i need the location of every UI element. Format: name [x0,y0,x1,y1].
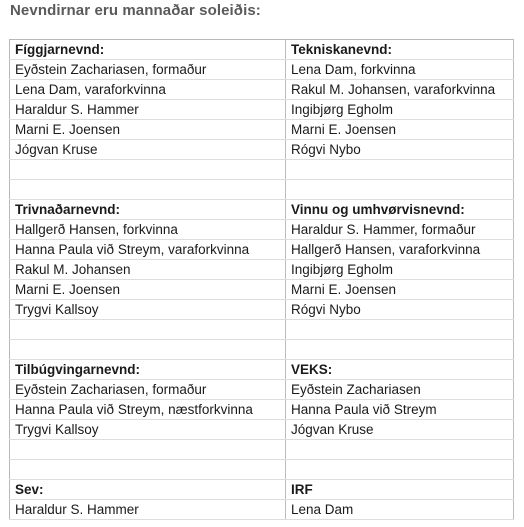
member-cell-right: Hanna Paula við Streym [286,400,514,420]
member-row [10,60,514,80]
member-cell-left: Hanna Paula við Streym, varaforkvinna [10,240,286,260]
member-cell-right: Rógvi Nybo [286,300,514,320]
committee-name-left: Fíggjarnevnd: [10,40,286,60]
empty-cell [10,440,286,460]
committee-title-row [10,40,514,60]
member-cell-right: Hallgerð Hansen, varaforkvinna [286,240,514,260]
committee-table [9,39,514,520]
spacer-row [10,460,514,480]
spacer-row [10,340,514,360]
member-row [10,400,514,420]
member-cell-left: Trygvi Kallsoy [10,420,286,440]
member-row [10,500,514,520]
committee-table-body [10,40,514,520]
member-cell-right: Ingibjørg Egholm [286,260,514,280]
member-cell-left: Hanna Paula við Streym, næstforkvinna [10,400,286,420]
member-row [10,380,514,400]
member-cell-left: Haraldur S. Hammer [10,500,286,520]
member-row [10,420,514,440]
member-row [10,220,514,240]
member-cell-right: Marni E. Joensen [286,120,514,140]
committee-name-right: IRF [286,480,514,500]
member-cell-right: Rógvi Nybo [286,140,514,160]
member-row [10,280,514,300]
member-cell-left: Marni E. Joensen [10,120,286,140]
member-cell-left: Lena Dam, varaforkvinna [10,80,286,100]
empty-cell [10,180,286,200]
spacer-row [10,320,514,340]
empty-cell [10,460,286,480]
committee-name-left: Sev: [10,480,286,500]
member-row [10,300,514,320]
member-cell-right: Rakul M. Johansen, varaforkvinna [286,80,514,100]
member-row [10,100,514,120]
member-cell-left: Jógvan Kruse [10,140,286,160]
spacer-row [10,440,514,460]
empty-cell [286,460,514,480]
empty-cell [286,320,514,340]
member-row [10,80,514,100]
member-row [10,260,514,280]
empty-cell [10,320,286,340]
member-cell-right: Haraldur S. Hammer, formaður [286,220,514,240]
member-cell-right: Lena Dam [286,500,514,520]
member-cell-left: Trygvi Kallsoy [10,300,286,320]
empty-cell [286,180,514,200]
spacer-row [10,180,514,200]
member-cell-right: Ingibjørg Egholm [286,100,514,120]
member-row [10,120,514,140]
committee-title-row [10,480,514,500]
member-cell-right: Marni E. Joensen [286,280,514,300]
member-cell-left: Haraldur S. Hammer [10,100,286,120]
member-cell-right: Lena Dam, forkvinna [286,60,514,80]
empty-cell [10,340,286,360]
member-cell-left: Rakul M. Johansen [10,260,286,280]
member-row [10,240,514,260]
empty-cell [286,440,514,460]
page-heading: Nevndirnar eru mannaðar soleiðis: [10,2,261,19]
member-cell-left: Marni E. Joensen [10,280,286,300]
committee-name-right: VEKS: [286,360,514,380]
committee-name-left: Tilbúgvingarnevnd: [10,360,286,380]
empty-cell [286,160,514,180]
committee-name-right: Vinnu og umhvørvisnevnd: [286,200,514,220]
committee-name-left: Trivnaðarnevnd: [10,200,286,220]
committee-title-row [10,200,514,220]
empty-cell [286,340,514,360]
member-cell-right: Eyðstein Zachariasen [286,380,514,400]
member-row [10,140,514,160]
member-cell-left: Hallgerð Hansen, forkvinna [10,220,286,240]
committee-name-right: Tekniskanevnd: [286,40,514,60]
member-cell-left: Eyðstein Zachariasen, formaður [10,60,286,80]
member-cell-right: Jógvan Kruse [286,420,514,440]
empty-cell [10,160,286,180]
member-cell-left: Eyðstein Zachariasen, formaður [10,380,286,400]
spacer-row [10,160,514,180]
committee-title-row [10,360,514,380]
